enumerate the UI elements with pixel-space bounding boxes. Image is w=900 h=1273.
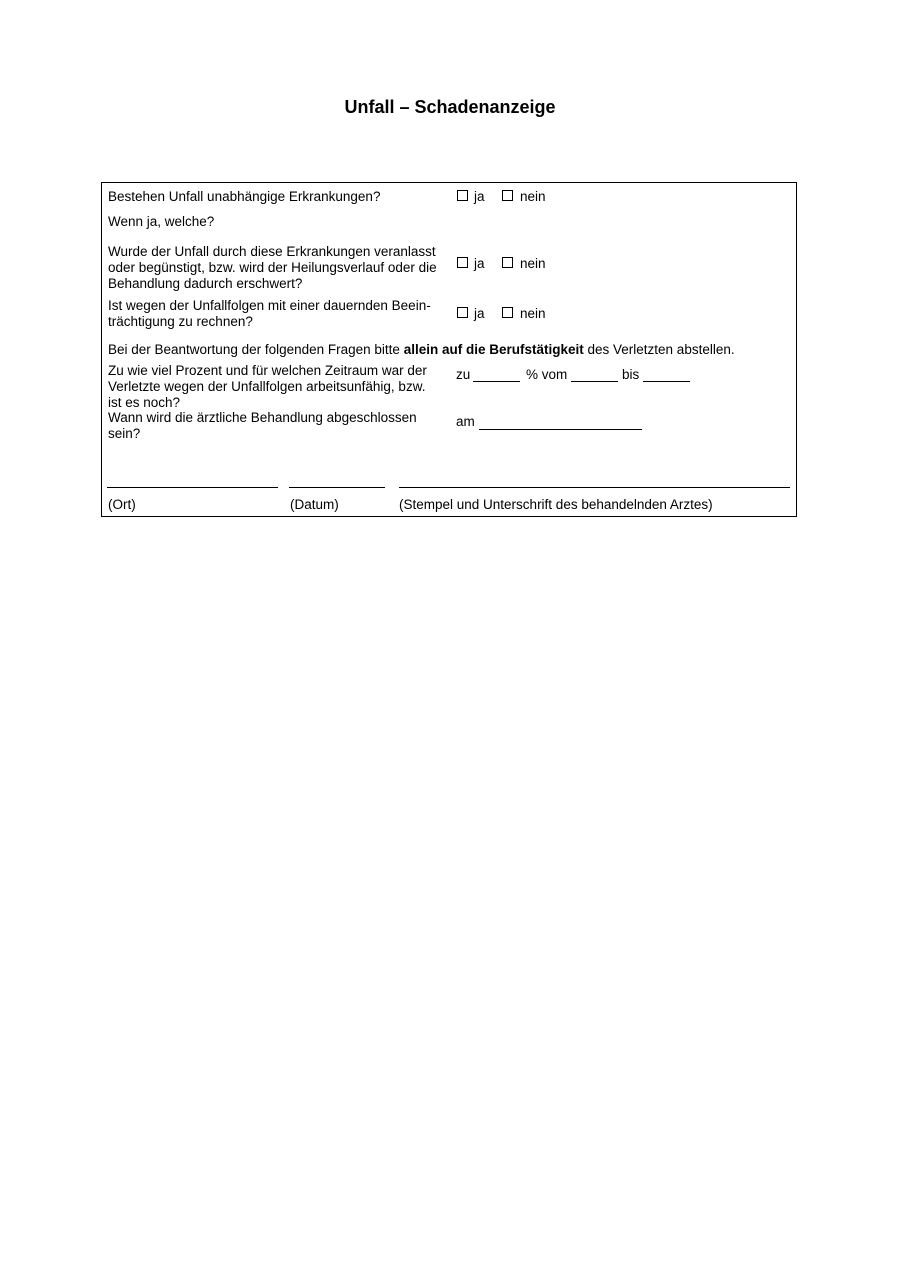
label-date: (Datum) bbox=[290, 497, 339, 512]
accident-report-form bbox=[101, 182, 797, 517]
question-incapacity-line1: Zu wie viel Prozent und für welchen Zeitraum war der bbox=[108, 363, 427, 378]
question-incapacity-line3: ist es noch? bbox=[108, 395, 181, 410]
form-title: Unfall – Schadenanzeige bbox=[344, 97, 556, 117]
checkbox-q3-yes[interactable] bbox=[457, 307, 468, 318]
label-q2-no: nein bbox=[520, 256, 546, 271]
signature-line-stamp[interactable] bbox=[399, 487, 790, 488]
question-incapacity-line2: Verletzte wegen der Unfallfolgen arbeitsunfähig, bzw. bbox=[108, 379, 426, 394]
label-q3-no: nein bbox=[520, 306, 546, 321]
question-preexisting-illness: Bestehen Unfall unabhängige Erkrankungen? bbox=[108, 189, 381, 204]
label-stamp-signature: (Stempel und Unterschrift des behandelnden Arztes) bbox=[399, 497, 713, 512]
signature-line-date[interactable] bbox=[289, 487, 385, 488]
question-which-illness: Wenn ja, welche? bbox=[108, 214, 215, 229]
label-q1-yes: ja bbox=[474, 189, 485, 204]
note-text-before: Bei der Beantwortung der folgenden Fragen bitte bbox=[108, 342, 404, 357]
checkbox-q2-yes[interactable] bbox=[457, 257, 468, 268]
label-percent-from: % vom bbox=[526, 367, 568, 382]
checkbox-q2-no[interactable] bbox=[502, 257, 513, 268]
input-line-treatment-end-date[interactable] bbox=[479, 429, 642, 430]
input-line-from-date[interactable] bbox=[571, 381, 618, 382]
question-caused-line1: Wurde der Unfall durch diese Erkrankungen veranlasst bbox=[108, 244, 436, 259]
question-permanent-line1: Ist wegen der Unfallfolgen mit einer dauernden Beein- bbox=[108, 298, 431, 313]
signature-line-place[interactable] bbox=[107, 487, 278, 488]
label-am: am bbox=[456, 414, 475, 429]
label-q2-yes: ja bbox=[474, 256, 485, 271]
question-treatment-end-line2: sein? bbox=[108, 426, 141, 441]
label-q1-no: nein bbox=[520, 189, 546, 204]
label-q3-yes: ja bbox=[474, 306, 485, 321]
label-place: (Ort) bbox=[108, 497, 136, 512]
label-zu: zu bbox=[456, 367, 471, 382]
note-text-bold: allein auf die Berufstätigkeit bbox=[403, 342, 584, 357]
input-line-until-date[interactable] bbox=[643, 381, 690, 382]
checkbox-q1-yes[interactable] bbox=[457, 190, 468, 201]
checkbox-q1-no[interactable] bbox=[502, 190, 513, 201]
note-text-after: des Verletzten abstellen. bbox=[583, 342, 735, 357]
question-permanent-line2: trächtigung zu rechnen? bbox=[108, 314, 253, 329]
question-caused-line2: oder begünstigt, bzw. wird der Heilungsverlauf oder die bbox=[108, 260, 437, 275]
question-treatment-end-line1: Wann wird die ärztliche Behandlung abgeschlossen bbox=[108, 410, 417, 425]
question-caused-line3: Behandlung dadurch erschwert? bbox=[108, 276, 303, 291]
instruction-note bbox=[108, 342, 735, 358]
input-line-percent[interactable] bbox=[473, 381, 520, 382]
label-until: bis bbox=[622, 367, 640, 382]
checkbox-q3-no[interactable] bbox=[502, 307, 513, 318]
